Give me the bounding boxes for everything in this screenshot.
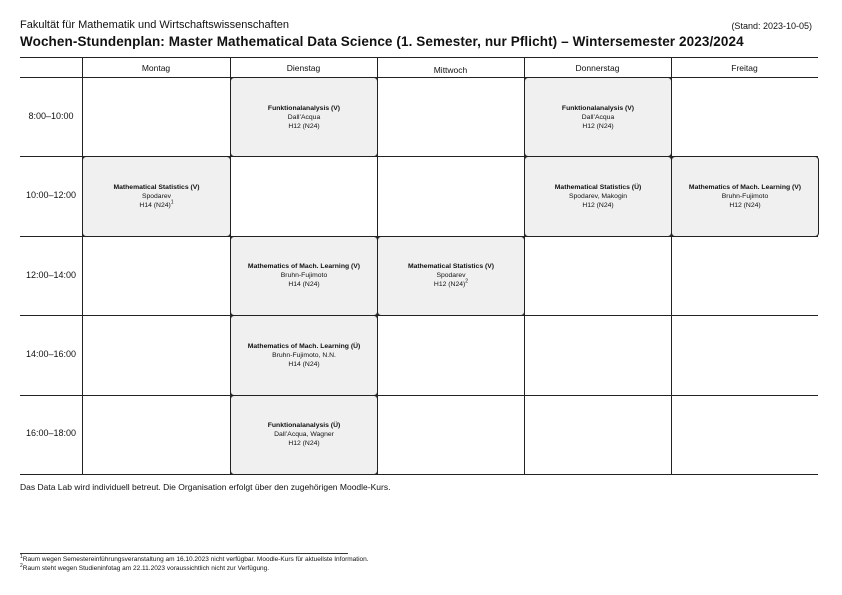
timetable-grid [20, 57, 818, 474]
day-header-dienstag: Dienstag [286, 63, 321, 73]
course-room: H12 (N24) [288, 440, 320, 448]
grid-hline [20, 77, 818, 78]
day-header-montag: Montag [141, 63, 171, 73]
course-room: H14 $(N24)^1$ [139, 199, 174, 210]
grid-hline [20, 57, 818, 58]
course-title: Funktionalanalysis (Ü) [267, 422, 341, 430]
course-cell[interactable] [82, 156, 231, 236]
footnote-2 [20, 562, 270, 572]
course-cell[interactable] [524, 77, 672, 157]
footnote-mark: 2 [20, 562, 23, 569]
course-room: H14 (N24) [288, 360, 320, 368]
day-header-mittwoch: Mittwoch [433, 65, 468, 75]
time-slot-label: 10:00–12:00 [25, 190, 77, 201]
footnote-marker: 1 [170, 199, 174, 206]
grid-vline [82, 57, 83, 474]
course-title: Mathematics of Mach. Learning (Ü) [247, 342, 361, 350]
course-lecturer: Dall’Acqua [287, 113, 321, 121]
course-cell[interactable] [671, 156, 819, 236]
page-title: Wochen-Stundenplan: Master Mathematical Data Science (1. Semester, nur Pflicht) – Wintersemester 2023/2024 [20, 34, 744, 49]
data-lab-note: Das Data Lab wird individuell betreut. Die Organisation erfolgt über den zugehörigen Moodle-Kurs. [20, 482, 391, 492]
footnote-mark: 1 [20, 553, 23, 560]
course-lecturer: Dall’Acqua [581, 113, 615, 121]
course-cell[interactable] [230, 77, 378, 157]
course-room: H12 (N24) [582, 202, 614, 210]
day-header-donnerstag: Donnerstag [575, 63, 620, 73]
course-lecturer: Spodarev [141, 193, 172, 201]
course-room: H12 $(N24)^2$ [433, 279, 469, 289]
course-lecturer: Spodarev, Makogin [568, 193, 628, 201]
course-title: Mathematical Statistics (V) [113, 184, 200, 192]
day-header-freitag: Freitag [731, 63, 758, 73]
footnote-divider [20, 553, 348, 554]
course-room: H12 (N24) [729, 202, 761, 210]
course-title: Mathematical Statistics (V) [407, 263, 495, 271]
course-lecturer: Bruhn-Fujimoto [721, 193, 769, 201]
time-slot-label: 12:00–14:00 [25, 269, 77, 280]
course-lecturer: Bruhn-Fujimoto, N.N. [272, 351, 336, 359]
course-lecturer: Dall’Acqua, Wagner [274, 431, 334, 439]
course-title: Mathematical Statistics (Ü) [554, 184, 642, 192]
course-title: Mathematics of Mach. Learning (V) [247, 263, 361, 271]
course-cell[interactable] [524, 156, 672, 236]
time-slot-label: 8:00–10:00 [28, 110, 74, 121]
course-room: H12 (N24) [288, 122, 320, 130]
course-title: Funktionalanalysis (V) [267, 104, 341, 112]
course-cell[interactable] [377, 236, 525, 316]
faculty-name: Fakultät für Mathematik und Wirtschaftswissenschaften [20, 19, 289, 31]
course-cell[interactable] [230, 395, 378, 475]
course-lecturer: Bruhn-Fujimoto [280, 272, 328, 280]
course-title: Funktionalanalysis (V) [561, 104, 635, 112]
footnote-1 [20, 553, 369, 563]
course-cell[interactable] [230, 315, 378, 395]
footnote-text: Raum steht wegen Studieninfotag am 22.11.2023 voraussichtlich nicht zur Verfügung. [22, 565, 270, 572]
time-slot-label: 16:00–18:00 [25, 428, 77, 439]
course-room: H14 (N24) [288, 281, 320, 289]
course-title: Mathematics of Mach. Learning (V) [688, 184, 802, 192]
course-room: H12 (N24) [582, 122, 614, 130]
stand-date: (Stand: 2023-10-05) [731, 21, 812, 31]
footnote-marker: 2 [465, 279, 469, 286]
grid-hline [20, 395, 818, 396]
footnote-text: Raum wegen Semestereinführungsveranstaltung am 16.10.2023 nicht verfügbar. Moodle-Kurs für aktuellste Information. [22, 556, 369, 563]
course-cell[interactable] [230, 236, 378, 316]
course-lecturer: Spodarev [436, 272, 466, 280]
grid-hline [20, 474, 818, 475]
time-slot-label: 14:00–16:00 [25, 348, 77, 359]
